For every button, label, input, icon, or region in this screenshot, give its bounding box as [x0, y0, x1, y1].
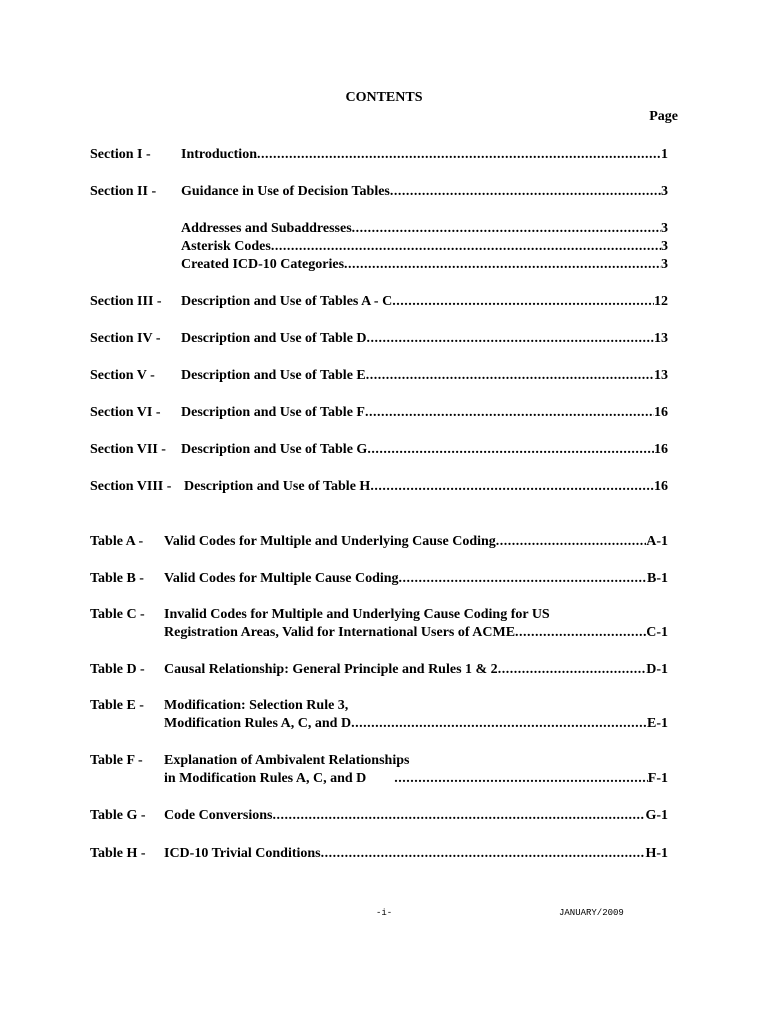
toc-entry-title-line1: Explanation of Ambivalent Relationships: [164, 753, 410, 768]
toc-entry-section-2[interactable]: [90, 183, 668, 201]
toc-entry-title: Introduction: [181, 147, 257, 162]
toc-entry-table-d[interactable]: [90, 661, 668, 679]
toc-entry-table-g[interactable]: [90, 807, 668, 825]
toc-entry-page: C-1: [646, 625, 668, 640]
toc-entry-page: 16: [654, 442, 668, 457]
toc-entry-page: B-1: [647, 571, 668, 586]
toc-entry-label: Section VI -: [90, 405, 161, 420]
toc-entry-title: Description and Use of Table H: [184, 479, 371, 494]
toc-entry-title: Code Conversions: [164, 808, 273, 823]
toc-entry-label: Table E -: [90, 698, 144, 713]
toc-entry-title-line1: Modification: Selection Rule 3,: [164, 698, 349, 713]
toc-entry-page: 3: [661, 184, 668, 199]
toc-entry-page: D-1: [646, 662, 668, 677]
toc-entry-title: Modification Rules A, C, and D: [164, 716, 352, 731]
dot-leader: [351, 715, 647, 733]
toc-entry-title: in Modification Rules A, C, and D: [164, 771, 395, 786]
footer-date: JANUARY/2009: [559, 908, 624, 918]
dot-leader: [399, 570, 647, 588]
dot-leader: [390, 183, 661, 201]
toc-entry-page: 3: [661, 239, 668, 254]
toc-entry-table-c[interactable]: [90, 606, 668, 624]
toc-entry-title: Description and Use of Table G: [181, 442, 368, 457]
toc-entry-label: Table C -: [90, 607, 145, 622]
toc-entry-table-c-cont[interactable]: [90, 624, 668, 642]
toc-entry-label: Section II -: [90, 184, 157, 199]
dot-leader: [365, 404, 654, 422]
toc-entry-title: Created ICD-10 Categories: [181, 257, 345, 272]
toc-entry-section-7[interactable]: [90, 441, 668, 459]
toc-entry-title: ICD-10 Trivial Conditions: [164, 846, 321, 861]
toc-entry-label: Table B -: [90, 571, 144, 586]
toc-entry-title: Valid Codes for Multiple Cause Coding: [164, 571, 399, 586]
dot-leader: [496, 533, 646, 551]
toc-entry-label: Section III -: [90, 294, 162, 309]
toc-entry-title: Valid Codes for Multiple and Underlying Cause Coding: [164, 534, 496, 549]
toc-entry-title: Asterisk Codes: [181, 239, 271, 254]
toc-entry-section-6[interactable]: [90, 404, 668, 422]
toc-entry-title: Description and Use of Table E: [181, 368, 366, 383]
toc-entry-title: Causal Relationship: General Principle and Rules 1 & 2: [164, 662, 498, 677]
dot-leader: [392, 293, 654, 311]
toc-entry-label: Section VIII -: [90, 479, 172, 494]
footer-page-number: -i-: [376, 908, 393, 918]
toc-entry-page: 3: [661, 257, 668, 272]
toc-entry-section-1[interactable]: [90, 146, 668, 164]
toc-entry-title: Guidance in Use of Decision Tables: [181, 184, 390, 199]
dot-leader: [273, 807, 646, 825]
toc-entry-label: Table A -: [90, 534, 144, 549]
toc-entry-label: Table F -: [90, 753, 143, 768]
toc-entry-page: 13: [654, 368, 668, 383]
toc-entry-page: 13: [654, 331, 668, 346]
toc-entry-title: Description and Use of Tables A - C: [181, 294, 393, 309]
toc-subentry-created-categories[interactable]: [90, 256, 668, 274]
toc-entry-page: F-1: [647, 771, 668, 786]
contents-title: CONTENTS: [345, 90, 423, 105]
toc-entry-section-3[interactable]: [90, 293, 668, 311]
dot-leader: [394, 770, 648, 788]
toc-entry-page: 16: [654, 479, 668, 494]
toc-entry-page: 1: [661, 147, 668, 162]
toc-entry-page: 3: [661, 221, 668, 236]
toc-entry-label: Table H -: [90, 846, 146, 861]
toc-subentry-addresses[interactable]: [90, 220, 668, 238]
toc-entry-section-5[interactable]: [90, 367, 668, 385]
toc-entry-label: Section IV -: [90, 331, 161, 346]
toc-entry-title: Registration Areas, Valid for International Users of ACME: [164, 625, 516, 640]
toc-entry-title: Description and Use of Table D: [181, 331, 367, 346]
toc-entry-table-h[interactable]: [90, 845, 668, 863]
toc-entry-page: G-1: [645, 808, 668, 823]
toc-entry-page: 12: [654, 294, 668, 309]
page-column-header: Page: [649, 109, 678, 124]
toc-entry-table-a[interactable]: [90, 533, 668, 551]
toc-entry-table-e-cont[interactable]: [90, 715, 668, 733]
toc-entry-label: Section I -: [90, 147, 151, 162]
dot-leader: [367, 330, 654, 348]
toc-entry-title: Description and Use of Table F: [181, 405, 365, 420]
toc-entry-page: A-1: [646, 534, 668, 549]
dot-leader: [366, 367, 654, 385]
toc-entry-table-b[interactable]: [90, 570, 668, 588]
dot-leader: [344, 256, 661, 274]
toc-entry-label: Section V -: [90, 368, 155, 383]
toc-entry-page: H-1: [645, 846, 668, 861]
toc-entry-page: 16: [654, 405, 668, 420]
toc-entry-title-line1: Invalid Codes for Multiple and Underlying Cause Coding for US: [164, 607, 550, 622]
dot-leader: [257, 146, 661, 164]
toc-entry-label: Table G -: [90, 808, 146, 823]
toc-entry-table-f[interactable]: [90, 752, 668, 770]
dot-leader: [271, 238, 661, 256]
dot-leader: [367, 441, 654, 459]
dot-leader: [352, 220, 661, 238]
toc-entry-table-e[interactable]: [90, 697, 668, 715]
dot-leader: [498, 661, 647, 679]
toc-entry-page: E-1: [647, 716, 668, 731]
toc-entry-section-8[interactable]: [90, 478, 668, 496]
toc-entry-table-f-cont[interactable]: [90, 770, 668, 788]
toc-subentry-asterisk-codes[interactable]: [90, 238, 668, 256]
dot-leader: [515, 624, 646, 642]
dot-leader: [321, 845, 646, 863]
toc-entry-title: Addresses and Subaddresses: [181, 221, 352, 236]
dot-leader: [370, 478, 654, 496]
toc-entry-label: Section VII -: [90, 442, 166, 457]
toc-entry-section-4[interactable]: [90, 330, 668, 348]
toc-entry-label: Table D -: [90, 662, 145, 677]
